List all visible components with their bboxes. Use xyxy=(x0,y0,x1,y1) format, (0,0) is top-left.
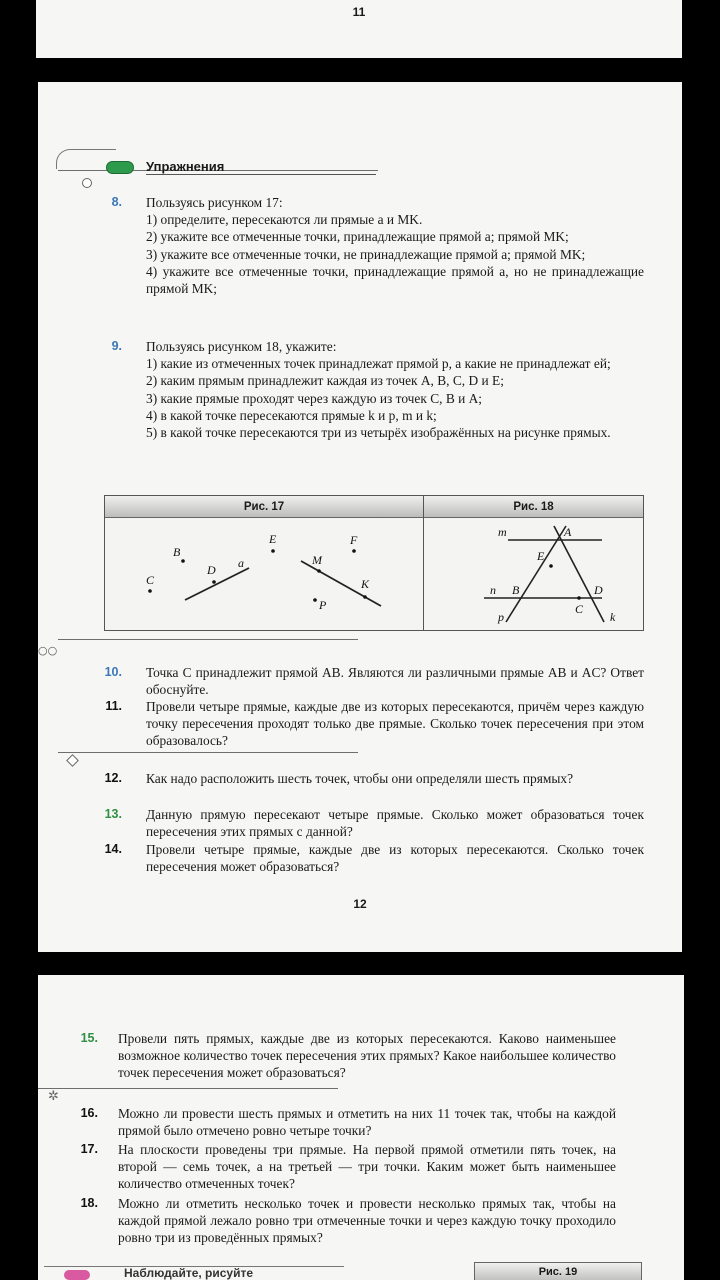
fig17-title: Рис. 17 xyxy=(105,496,423,518)
exercise-line: Пользуясь рисунком 17: xyxy=(146,195,283,210)
exercise-body: Провели четыре прямые, каждые две из которых пересекаются, причём через каждую точку пересечения проходят только две прямые. Сколько точек пересечения при этом образовалось? xyxy=(146,699,644,749)
label-d: D xyxy=(207,563,216,577)
bottom-header-left xyxy=(44,1266,344,1280)
label-p: p xyxy=(498,610,504,624)
exercise-number: 13. xyxy=(104,807,122,821)
bottom-heading-text: Наблюдайте, рисуйте xyxy=(124,1266,254,1280)
exercise-body xyxy=(146,338,644,441)
label-f: F xyxy=(350,533,358,547)
point-d xyxy=(212,580,216,584)
label-b: B xyxy=(173,545,181,559)
exercise-body xyxy=(146,194,644,297)
label-m: m xyxy=(498,525,507,539)
exercise-line: 4) в какой точке пересекаются прямые k и p, m и k; xyxy=(146,407,437,423)
level-separator xyxy=(38,1088,338,1089)
level-marker-double-circle: ○○ xyxy=(38,644,58,657)
fig18-title: Рис. 18 xyxy=(424,496,643,518)
page-number-top: 11 xyxy=(352,5,366,19)
label-k: K xyxy=(361,577,370,591)
section-header xyxy=(98,155,438,181)
exercise-number: 11. xyxy=(105,699,122,713)
section-title-underline xyxy=(146,174,376,175)
level-marker-diamond xyxy=(66,754,79,767)
exercise-line: 2) укажите все отмеченные точки, принадлежащие прямой a; прямой MK; xyxy=(146,229,569,245)
level-separator xyxy=(58,639,358,640)
exercise-number: 10. xyxy=(104,665,122,679)
exercise-line: 5) в какой точке пересекаются три из четырёх изображённых на рисунке прямых. xyxy=(146,425,611,441)
figures-frame xyxy=(104,495,644,631)
exercise-body: Провели пять прямых, каждые две из которых пересекаются. Каково наименьшее возможное количество точек пересечения этих прямых? Какое наибольшее количество точек пересечения может образоваться? xyxy=(118,1031,616,1081)
label-a: A xyxy=(564,525,572,539)
exercise-line: 2) каким прямым принадлежит каждая из точек A, B, C, D и E; xyxy=(146,373,504,389)
exercise-number: 18. xyxy=(80,1196,98,1210)
pink-pill-icon xyxy=(64,1270,90,1280)
point-m xyxy=(317,569,321,573)
point-e xyxy=(549,564,553,568)
point-e xyxy=(271,549,275,553)
exercise-number: 17. xyxy=(80,1142,98,1156)
exercise-body: Можно ли отметить несколько точек и провести несколько прямых так, чтобы на каждой прямой лежало ровно три отмеченные точки и через каждую точку проходило ровно три из проведённых прямых? xyxy=(118,1196,616,1246)
exercise-body: Как надо расположить шесть точек, чтобы они определяли шесть прямых? xyxy=(146,771,574,786)
exercise-number: 14. xyxy=(104,842,122,856)
page-exercises xyxy=(38,82,682,952)
point-p xyxy=(313,598,317,602)
label-c: C xyxy=(575,602,584,616)
exercise-number: 12. xyxy=(104,771,122,785)
label-e: E xyxy=(269,532,277,546)
label-a: a xyxy=(238,556,244,570)
exercise-line: 3) какие прямые проходят через каждую из точек C, B и A; xyxy=(146,390,483,406)
label-p: P xyxy=(319,598,327,612)
page-exercises-continued xyxy=(38,975,684,1280)
exercise-body: Данную прямую пересекают четыре прямые. Сколько может образоваться точек пересечения этих прямых с данной? xyxy=(146,807,644,840)
exercise-number: 16. xyxy=(80,1106,98,1120)
line-a xyxy=(185,568,249,600)
page-number-middle: 12 xyxy=(353,897,367,911)
exercise-number: 9. xyxy=(111,339,122,353)
level-separator xyxy=(58,752,358,753)
exercise-body: Можно ли провести шесть прямых и отметить на них 11 точек так, чтобы на каждой прямой было отмечено ровно четыре точки? xyxy=(118,1106,616,1139)
section-pill-icon xyxy=(106,161,134,174)
point-b xyxy=(181,559,185,563)
exercise-number: 8. xyxy=(111,195,122,209)
exercise-line: 4) укажите все отмеченные точки, принадлежащие прямой a, но не принадлежащие прямой MK; xyxy=(146,263,644,297)
point-k xyxy=(363,595,367,599)
exercise-line: 3) укажите все отмеченные точки, не принадлежащие прямой a; прямой MK; xyxy=(146,246,586,262)
page-top-fragment xyxy=(36,0,682,58)
fig19-title: Рис. 19 xyxy=(474,1262,642,1280)
point-f xyxy=(352,549,356,553)
exercise-line: Пользуясь рисунком 18, укажите: xyxy=(146,339,337,354)
exercise-line: 1) какие из отмеченных точек принадлежат прямой p, а какие не принадлежат ей; xyxy=(146,356,611,372)
point-c xyxy=(577,596,581,600)
exercise-line: 1) определите, пересекаются ли прямые a и MK. xyxy=(146,212,423,228)
point-c xyxy=(148,589,152,593)
label-c: C xyxy=(146,573,155,587)
label-m: M xyxy=(312,553,322,567)
level-marker-circle xyxy=(82,178,92,188)
label-d: D xyxy=(594,583,603,597)
label-e: E xyxy=(537,549,545,563)
fig17-diagram xyxy=(105,518,423,630)
label-n: n xyxy=(490,583,496,597)
exercise-number: 15. xyxy=(80,1031,98,1045)
exercise-body: Провели четыре прямые, каждые две из которых пересекаются. Сколько точек пересечения может образоваться? xyxy=(146,842,644,875)
fig18-diagram xyxy=(424,518,643,630)
exercise-body: Точка C принадлежит прямой AB. Являются ли различными прямые AB и AC? Ответ обоснуйте. xyxy=(146,665,644,698)
section-title: Упражнения xyxy=(146,159,225,174)
level-marker-star-icon: ✲ xyxy=(48,1089,59,1104)
label-k: k xyxy=(610,610,616,624)
exercise-body: На плоскости проведены три прямые. На первой прямой отметили пять точек, на второй — семь точек, а на третьей — три точки. Каким может быть наименьшее количество отмеченных точек? xyxy=(118,1142,616,1192)
label-b: B xyxy=(512,583,520,597)
